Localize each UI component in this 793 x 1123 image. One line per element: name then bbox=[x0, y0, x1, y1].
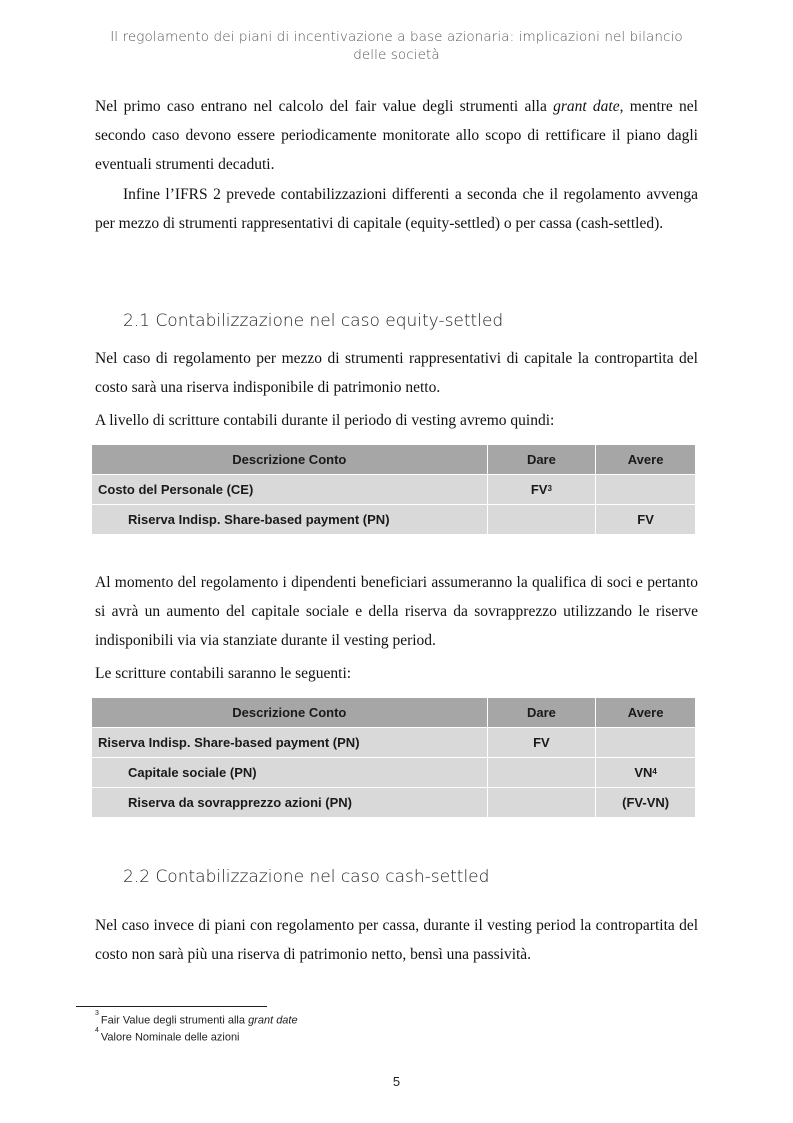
footnote-number: 4 bbox=[95, 1027, 99, 1034]
cell-description: Riserva Indisp. Share-based payment (PN) bbox=[92, 505, 488, 535]
cell-dare bbox=[487, 758, 596, 788]
column-header-avere: Avere bbox=[596, 445, 696, 475]
table-row bbox=[92, 728, 696, 758]
footnote-italic: grant date bbox=[248, 1014, 298, 1027]
section-heading-2-1: 2.1 Contabilizzazione nel caso equity-settled bbox=[123, 311, 504, 331]
column-header-description: Descrizione Conto bbox=[92, 445, 488, 475]
paragraph-intro bbox=[95, 92, 698, 179]
paragraph-settlement: Al momento del regolamento i dipendenti beneficiari assumeranno la qualifica di soci e pertanto si avrà un aumento del capitale sociale e della riserva da sovrapprezzo utilizzando le riserve indisponibili via via stanziate durante il vesting period. bbox=[95, 574, 698, 649]
column-header-dare: Dare bbox=[487, 445, 596, 475]
table-row bbox=[92, 758, 696, 788]
table-row bbox=[92, 475, 696, 505]
running-header: Il regolamento dei piani di incentivazione a base azionaria: implicazioni nel bilancio delle società bbox=[110, 29, 683, 63]
accounting-table-settlement bbox=[91, 697, 696, 818]
cell-avere bbox=[596, 475, 696, 505]
cell-avere bbox=[596, 758, 696, 788]
cell-avere: FV bbox=[596, 505, 696, 535]
paragraph-intro-text: Nel primo caso entrano nel calcolo del fair value degli strumenti alla bbox=[95, 98, 554, 115]
cell-avere bbox=[596, 728, 696, 758]
page-number: 5 bbox=[392, 1074, 401, 1089]
footnote-number: 3 bbox=[95, 1010, 99, 1017]
paragraph-entries-following: Le scritture contabili saranno le seguenti: bbox=[95, 665, 352, 682]
grant-date-italic: grant date bbox=[553, 98, 620, 115]
cell-description: Riserva Indisp. Share-based payment (PN) bbox=[92, 728, 488, 758]
footnote-ref-3: 3 bbox=[547, 484, 552, 493]
cell-dare bbox=[487, 788, 596, 818]
accounting-table-vesting bbox=[91, 444, 696, 535]
table-row bbox=[92, 788, 696, 818]
cell-avere: (FV-VN) bbox=[596, 788, 696, 818]
cell-description: Capitale sociale (PN) bbox=[92, 758, 488, 788]
cell-avere-value: VN bbox=[634, 765, 653, 780]
footnote-text: Valore Nominale delle azioni bbox=[100, 1031, 240, 1044]
column-header-description: Descrizione Conto bbox=[92, 698, 488, 728]
column-header-dare: Dare bbox=[487, 698, 596, 728]
cell-dare bbox=[487, 475, 596, 505]
table-header-row bbox=[92, 445, 696, 475]
paragraph-vesting-entries: A livello di scritture contabili durante il periodo di vesting avremo quindi: bbox=[95, 412, 555, 429]
paragraph-ifrs2: Infine l’IFRS 2 prevede contabilizzazioni differenti a seconda che il regolamento avvenga per mezzo di strumenti rappresentativi di capitale (equity-settled) o per cassa (cash-settled). bbox=[95, 186, 698, 232]
table-row bbox=[92, 505, 696, 535]
footnote-text: Fair Value degli strumenti alla bbox=[100, 1014, 249, 1027]
cell-description: Costo del Personale (CE) bbox=[92, 475, 488, 505]
section-heading-2-2: 2.2 Contabilizzazione nel caso cash-settled bbox=[123, 867, 490, 887]
cell-description: Riserva da sovrapprezzo azioni (PN) bbox=[92, 788, 488, 818]
paragraph-intro-text-2: , mentre nel secondo caso devono essere periodicamente monitorate allo scopo di rettificare il piano dagli eventuali strumenti decaduti. bbox=[95, 98, 698, 173]
table-header-row bbox=[92, 698, 696, 728]
footnote-ref-4: 4 bbox=[652, 767, 657, 776]
footnote-3 bbox=[95, 1010, 298, 1027]
column-header-avere: Avere bbox=[596, 698, 696, 728]
cell-dare: FV bbox=[487, 728, 596, 758]
cell-dare bbox=[487, 505, 596, 535]
paragraph-equity-settled: Nel caso di regolamento per mezzo di strumenti rappresentativi di capitale la contropartita del costo sarà una riserva indisponibile di patrimonio netto. bbox=[95, 350, 698, 396]
paragraph-cash-settled: Nel caso invece di piani con regolamento per cassa, durante il vesting period la contropartita del costo non sarà più una riserva di patrimonio netto, bensì una passività. bbox=[95, 917, 698, 963]
cell-dare-value: FV bbox=[530, 482, 548, 497]
footnote-4 bbox=[95, 1027, 240, 1044]
footnote-separator bbox=[76, 1006, 267, 1007]
